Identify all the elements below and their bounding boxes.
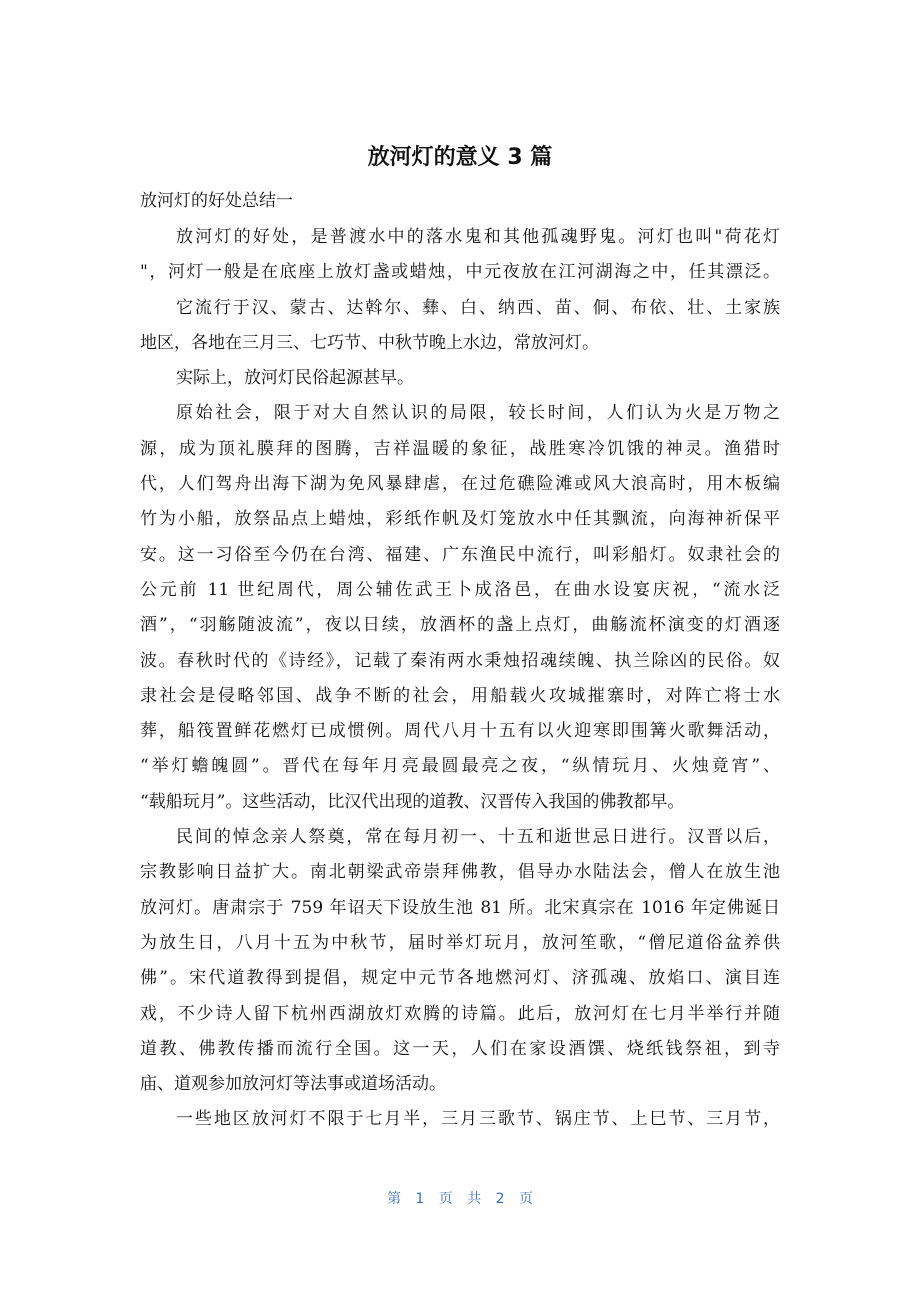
text-line: 原始社会，限于对大自然认识的局限，较长时间，人们认为火是万物之 [176, 403, 780, 424]
text-line: 放河灯。唐肃宗于 759 年诏天下设放生池 81 所。北宋真宗在 1016 年定佛诞日 [140, 897, 780, 918]
body-text [140, 220, 780, 1138]
text-line: 波。春秋时代的《诗经》，记载了秦洧两水秉烛招魂续魄、执兰除凶的民俗。奴 [140, 650, 780, 671]
text-line: 公元前 11 世纪周代，周公辅佐武王卜成洛邑，在曲水设宴庆祝，“流水泛 [140, 579, 780, 600]
text-line: 地区，各地在三月三、七巧节、中秋节晚上水边，常放河灯。 [140, 332, 599, 353]
text-line: 庙、道观参加放河灯等法事或道场活动。 [140, 1074, 446, 1095]
text-line: 民间的悼念亲人祭奠，常在每月初一、十五和逝世忌日进行。汉晋以后， [176, 827, 780, 848]
text-line: 它流行于汉、蒙古、达斡尔、彝、白、纳西、苗、侗、布依、壮、土家族 [176, 297, 780, 318]
document-title: 放河灯的意义 3 篇 [367, 145, 553, 170]
section-heading: 放河灯的好处总结一 [140, 191, 293, 211]
text-line: 隶社会是侵略邻国、战争不断的社会，用船载火攻城摧寨时，对阵亡将士水 [140, 685, 780, 706]
text-line: "，河灯一般是在底座上放灯盏或蜡烛，中元夜放在江河湖海之中，任其漂泛。 [140, 262, 780, 283]
text-line: 为放生日，八月十五为中秋节，届时举灯玩月，放河笙歌，“僧尼道俗盆养供 [140, 932, 780, 953]
text-line: 佛”。宋代道教得到提倡，规定中元节各地燃河灯、济孤魂、放焰口、演目连 [140, 968, 780, 989]
text-line: 放河灯的好处，是普渡水中的落水鬼和其他孤魂野鬼。河灯也叫"荷花灯 [176, 227, 780, 247]
text-line: 竹为小船，放祭品点上蜡烛，彩纸作帆及灯笼放水中任其飘流，向海神祈保平 [140, 509, 780, 530]
text-line: 源，成为顶礼膜拜的图腾，吉祥温暖的象征，战胜寒冷饥饿的神灵。渔猎时 [140, 438, 780, 459]
text-line: 宗教影响日益扩大。南北朝梁武帝崇拜佛教，倡导办水陆法会，僧人在放生池 [140, 862, 780, 883]
page-footer: 第 1 页 共 2 页 [386, 1191, 534, 1207]
text-line: 酒”，“羽觞随波流”，夜以日续，放酒杯的盏上点灯，曲觞流杯演变的灯酒逐 [140, 615, 780, 636]
text-line: 道教、佛教传播而流行全国。这一天，人们在家设酒馔、烧纸钱祭祖，到寺 [140, 1038, 780, 1059]
text-line: 代，人们驾舟出海下湖为免风暴肆虐，在过危礁险滩或风大浪高时，用木板编 [140, 474, 780, 495]
text-line: 安。这一习俗至今仍在台湾、福建、广东渔民中流行，叫彩船灯。奴隶社会的 [140, 544, 780, 565]
text-line: 戏，不少诗人留下杭州西湖放灯欢腾的诗篇。此后，放河灯在七月半举行并随 [140, 1003, 780, 1024]
text-line: 一些地区放河灯不限于七月半，三月三歌节、锅庄节、上巳节、三月节， [176, 1109, 780, 1130]
text-line: “举灯蟾魄圆”。晋代在每年月亮最圆最亮之夜，“纵情玩月、火烛竟宵”、 [140, 756, 780, 777]
text-line: 实际上，放河灯民俗起源甚早。 [176, 368, 414, 389]
text-line: 葬，船筏置鲜花燃灯已成惯例。周代八月十五有以火迎寒即围篝火歌舞活动， [140, 721, 780, 742]
text-line: “载船玩月”。这些活动，比汉代出现的道教、汉晋传入我国的佛教都早。 [140, 791, 685, 812]
